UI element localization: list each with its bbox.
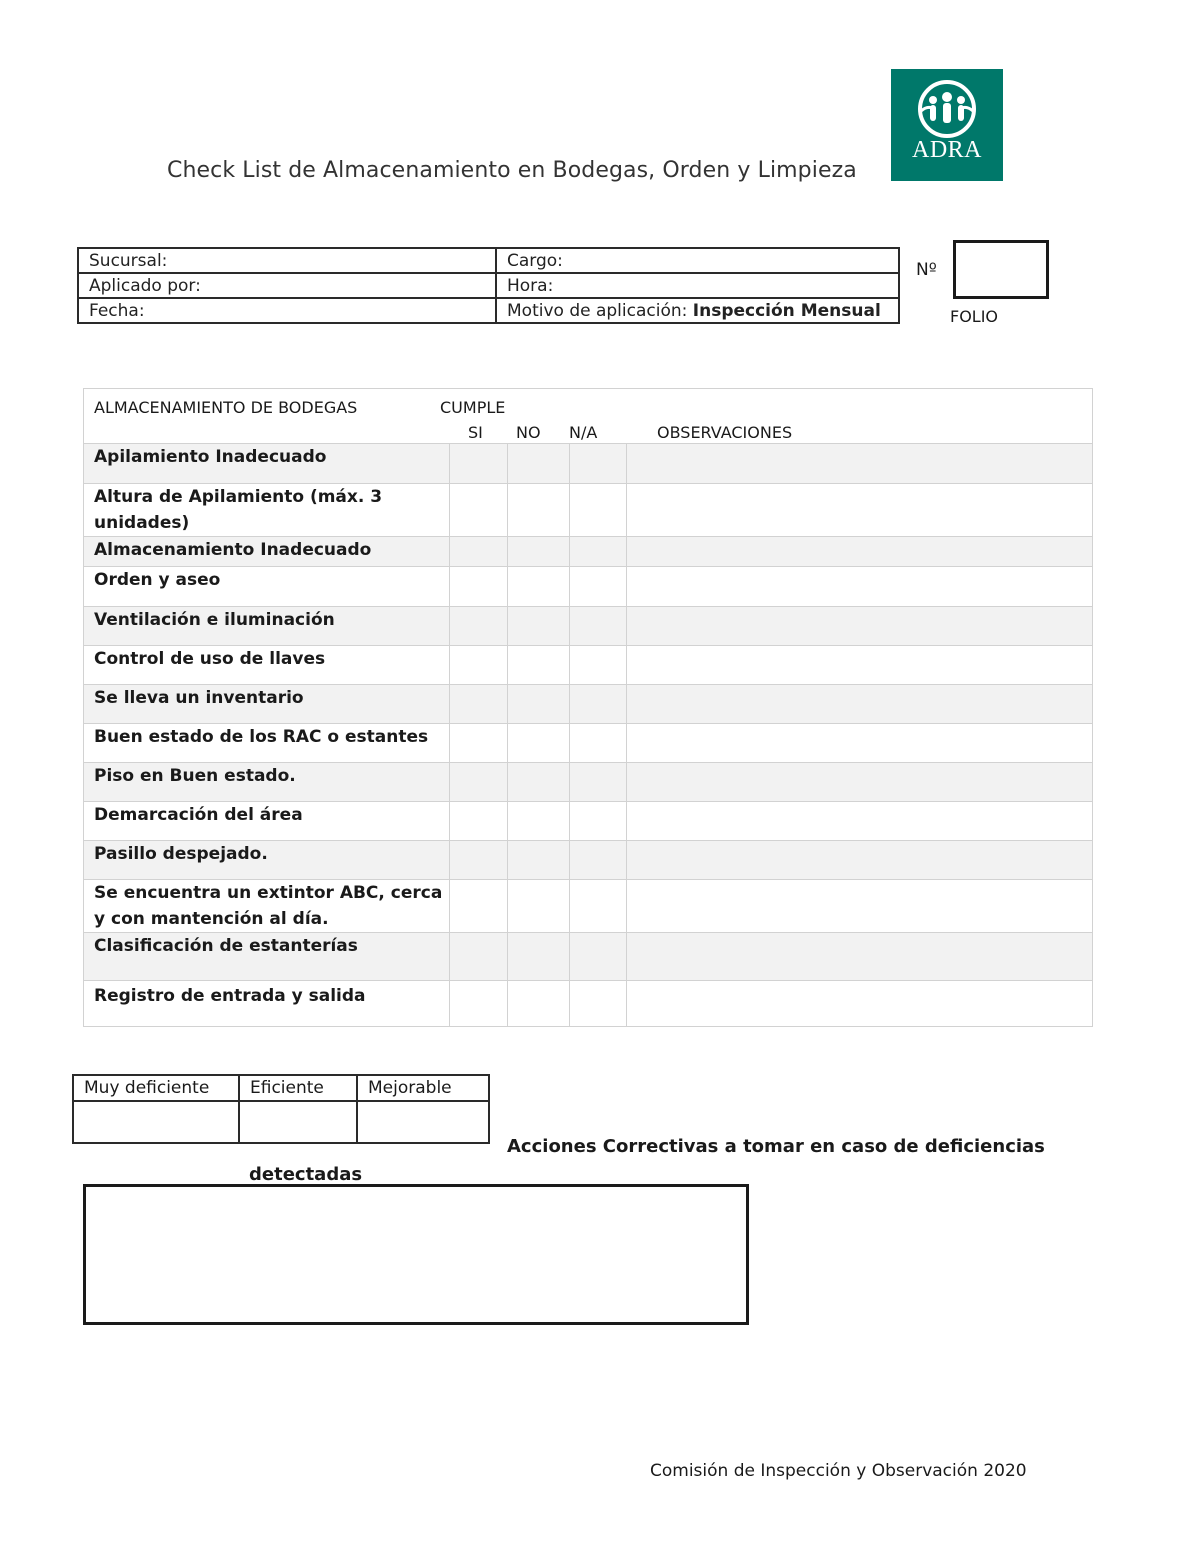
- na-cell[interactable]: [569, 880, 626, 933]
- si-header: SI: [468, 423, 483, 442]
- folio-number-label: Nº: [916, 260, 937, 280]
- no-cell[interactable]: [507, 981, 569, 1027]
- no-cell[interactable]: [507, 763, 569, 802]
- observaciones-cell[interactable]: [626, 685, 1092, 724]
- si-cell[interactable]: [449, 933, 507, 981]
- rating-mejorable-label: Mejorable: [357, 1075, 489, 1101]
- rating-muy-deficiente-cell[interactable]: [73, 1101, 239, 1143]
- item-label: Ventilación e iluminación: [84, 607, 450, 646]
- si-cell[interactable]: [449, 685, 507, 724]
- observaciones-cell[interactable]: [626, 981, 1092, 1027]
- item-label: Pasillo despejado.: [84, 841, 450, 880]
- table-row: [84, 724, 1093, 763]
- no-cell[interactable]: [507, 567, 569, 607]
- table-row: [84, 841, 1093, 880]
- si-cell[interactable]: [449, 607, 507, 646]
- table-row: [84, 646, 1093, 685]
- na-cell[interactable]: [569, 646, 626, 685]
- si-cell[interactable]: [449, 484, 507, 537]
- na-cell[interactable]: [569, 444, 626, 484]
- item-label: Demarcación del área: [84, 802, 450, 841]
- si-cell[interactable]: [449, 537, 507, 567]
- observaciones-cell[interactable]: [626, 763, 1092, 802]
- observaciones-cell[interactable]: [626, 567, 1092, 607]
- item-label: Se lleva un inventario: [84, 685, 450, 724]
- acciones-heading: Acciones Correctivas a tomar en caso de deficiencias: [507, 1136, 1045, 1157]
- na-header: N/A: [569, 423, 598, 442]
- table-row: [84, 537, 1093, 567]
- folio-label: FOLIO: [950, 307, 999, 326]
- rating-mejorable-cell[interactable]: [357, 1101, 489, 1143]
- checklist-table: [83, 388, 1093, 1027]
- si-cell[interactable]: [449, 981, 507, 1027]
- table-row: [84, 802, 1093, 841]
- na-cell[interactable]: [569, 685, 626, 724]
- table-row: [84, 685, 1093, 724]
- observaciones-cell[interactable]: [626, 880, 1092, 933]
- table-row: [84, 981, 1093, 1027]
- table-row: [84, 880, 1093, 933]
- observaciones-header: OBSERVACIONES: [657, 423, 793, 442]
- si-cell[interactable]: [449, 802, 507, 841]
- observaciones-cell[interactable]: [626, 646, 1092, 685]
- item-label: Almacenamiento Inadecuado: [84, 537, 450, 567]
- hora-field[interactable]: Hora:: [496, 273, 899, 298]
- motivo-label: Motivo de aplicación:: [507, 300, 693, 321]
- na-cell[interactable]: [569, 981, 626, 1027]
- item-label: Piso en Buen estado.: [84, 763, 450, 802]
- info-table: [77, 247, 900, 324]
- table-row: [84, 607, 1093, 646]
- no-cell[interactable]: [507, 484, 569, 537]
- observaciones-cell[interactable]: [626, 537, 1092, 567]
- na-cell[interactable]: [569, 724, 626, 763]
- no-cell[interactable]: [507, 880, 569, 933]
- aplicado-por-field[interactable]: Aplicado por:: [78, 273, 496, 298]
- observaciones-cell[interactable]: [626, 607, 1092, 646]
- table-row: [84, 484, 1093, 537]
- adra-logo: [891, 69, 1003, 181]
- no-cell[interactable]: [507, 444, 569, 484]
- si-cell[interactable]: [449, 444, 507, 484]
- no-cell[interactable]: [507, 841, 569, 880]
- na-cell[interactable]: [569, 933, 626, 981]
- si-cell[interactable]: [449, 567, 507, 607]
- si-cell[interactable]: [449, 841, 507, 880]
- item-label: Se encuentra un extintor ABC, cerca y con mantención al día.: [84, 880, 450, 933]
- sucursal-field[interactable]: Sucursal:: [78, 248, 496, 273]
- item-label: Apilamiento Inadecuado: [84, 444, 450, 484]
- fecha-field[interactable]: Fecha:: [78, 298, 496, 323]
- table-row: [84, 567, 1093, 607]
- logo-text: ADRA: [911, 137, 982, 163]
- no-cell[interactable]: [507, 685, 569, 724]
- observaciones-cell[interactable]: [626, 444, 1092, 484]
- observaciones-cell[interactable]: [626, 724, 1092, 763]
- folio-box[interactable]: [953, 240, 1049, 299]
- rating-eficiente-cell[interactable]: [239, 1101, 357, 1143]
- na-cell[interactable]: [569, 537, 626, 567]
- observaciones-cell[interactable]: [626, 841, 1092, 880]
- item-label: Orden y aseo: [84, 567, 450, 607]
- na-cell[interactable]: [569, 763, 626, 802]
- si-cell[interactable]: [449, 724, 507, 763]
- footer-text: Comisión de Inspección y Observación 2020: [650, 1461, 1027, 1481]
- page-title: Check List de Almacenamiento en Bodegas, Orden y Limpieza: [167, 158, 857, 183]
- no-header: NO: [516, 423, 541, 442]
- observaciones-cell[interactable]: [626, 933, 1092, 981]
- na-cell[interactable]: [569, 484, 626, 537]
- table-row: [84, 444, 1093, 484]
- observaciones-cell[interactable]: [626, 484, 1092, 537]
- si-cell[interactable]: [449, 646, 507, 685]
- item-label: Control de uso de llaves: [84, 646, 450, 685]
- cargo-field[interactable]: Cargo:: [496, 248, 899, 273]
- table-row: [84, 763, 1093, 802]
- na-cell[interactable]: [569, 567, 626, 607]
- no-cell[interactable]: [507, 607, 569, 646]
- people-circle-icon: [891, 69, 1003, 139]
- na-cell[interactable]: [569, 802, 626, 841]
- rating-eficiente-label: Eficiente: [239, 1075, 357, 1101]
- no-cell[interactable]: [507, 537, 569, 567]
- item-label: Registro de entrada y salida: [84, 981, 450, 1027]
- na-cell[interactable]: [569, 841, 626, 880]
- na-cell[interactable]: [569, 607, 626, 646]
- no-cell[interactable]: [507, 802, 569, 841]
- checklist-header: [84, 389, 1093, 444]
- table-row: [84, 933, 1093, 981]
- si-cell[interactable]: [449, 880, 507, 933]
- acciones-box[interactable]: [83, 1184, 749, 1325]
- motivo-value: Inspección Mensual: [692, 300, 881, 321]
- rating-table: [72, 1074, 490, 1144]
- section-title: ALMACENAMIENTO DE BODEGAS: [94, 398, 358, 417]
- item-label: Buen estado de los RAC o estantes: [84, 724, 450, 763]
- item-label: Altura de Apilamiento (máx. 3 unidades): [84, 484, 450, 537]
- item-label: Clasificación de estanterías: [84, 933, 450, 981]
- no-cell[interactable]: [507, 933, 569, 981]
- si-cell[interactable]: [449, 763, 507, 802]
- observaciones-cell[interactable]: [626, 802, 1092, 841]
- rating-muy-deficiente-label: Muy deficiente: [73, 1075, 239, 1101]
- acciones-heading-continued: detectadas: [249, 1164, 363, 1185]
- motivo-field[interactable]: [496, 298, 899, 323]
- cumple-header: CUMPLE: [440, 398, 506, 417]
- no-cell[interactable]: [507, 724, 569, 763]
- no-cell[interactable]: [507, 646, 569, 685]
